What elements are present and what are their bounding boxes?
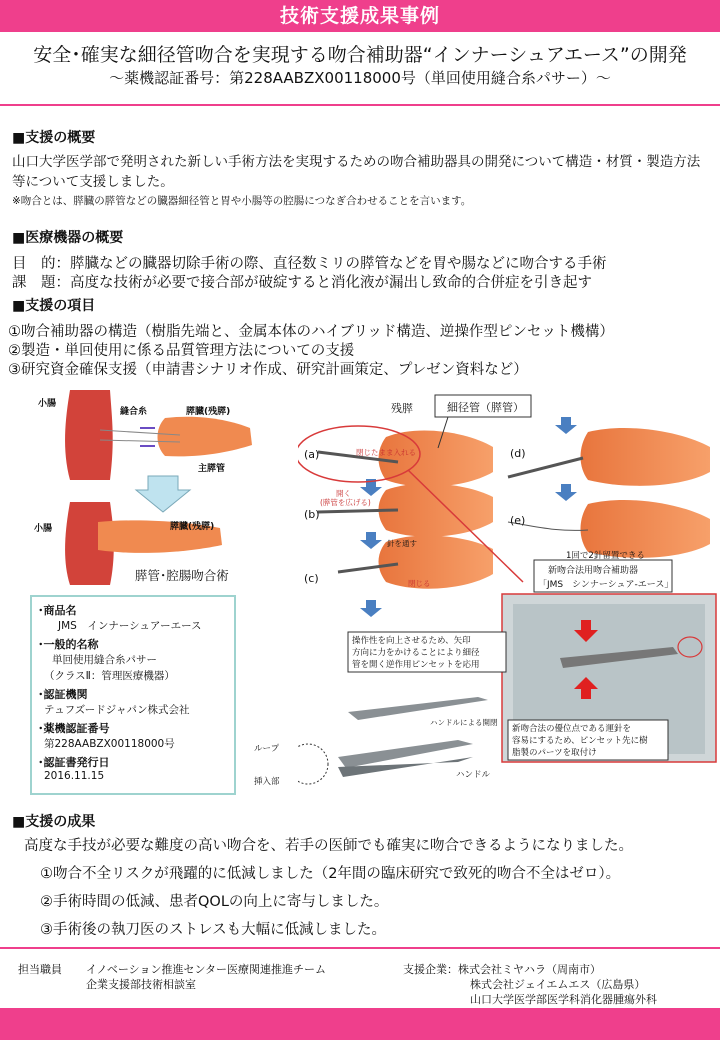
label-handle: ハンドル: [456, 770, 491, 780]
general-name-value: 単回使用縫合糸パサー: [52, 654, 157, 666]
cert-number-value: 第228AABZX00118000号: [44, 738, 175, 750]
general-name-class: （クラスⅡ：管理医療機器）: [44, 670, 175, 682]
label-remnant: 残膵: [391, 402, 413, 415]
label-open: 開く: [336, 489, 351, 498]
callout-2-line: 容易にするため、ピンセット先に樹: [512, 736, 648, 746]
results-list-item: ②手術時間の低減、患者QOLの向上に寄与しました。: [40, 894, 389, 910]
footer-bar: [0, 1008, 720, 1040]
down-arrow-icon: [360, 532, 382, 549]
footer-divider: [0, 947, 720, 949]
results-list-item: ③手術後の執刀医のストレスも大幅に低減しました。: [40, 922, 387, 938]
label-loop: ループ: [254, 744, 280, 754]
remnant-pancreas-shape: [379, 430, 494, 486]
product-name-value: JMS インナーシュアーエース: [58, 620, 202, 632]
results-list-item: ①吻合不全リスクが飛躍的に低減しました（2年間の臨床研究で致死的吻合不全はゼロ）。: [40, 866, 621, 882]
overview-heading: ■支援の概要: [12, 130, 96, 146]
items-list-item: ③研究資金確保支援（申請書シナリオ作成、研究計画策定、プレゼン資料など）: [8, 362, 528, 378]
staff-line: イノベーション推進センター医療関連推進チーム: [86, 963, 327, 976]
label-small-intestine: 小腸: [34, 524, 53, 534]
title-divider: [0, 104, 720, 106]
step-a: (a): [304, 448, 320, 461]
items-list-item: ②製造・単回使用に係る品質管理方法についての支援: [8, 343, 355, 359]
company-line: 株式会社ジェイエムエス（広島県）: [470, 978, 646, 991]
label-duct: 細径管（膵管）: [447, 401, 524, 414]
cert-body-key: ･認証機関: [38, 688, 88, 701]
label-main-duct: 主膵管: [198, 464, 226, 474]
label-new-device-1: 新吻合法用吻合補助器: [548, 566, 639, 576]
step-c: (c): [304, 572, 319, 585]
step-e: (e): [510, 514, 526, 527]
cert-date-key: ･認証書発行日: [38, 756, 110, 769]
down-arrow-icon: [555, 417, 577, 434]
device-purpose: 目 的：膵臓などの臓器切除手術の際、直径数ミリの膵管などを胃や腸などに吻合する手術: [12, 256, 607, 272]
cert-number-key: ･薬機認証番号: [38, 722, 110, 735]
label-suture: 縫合糸: [120, 407, 148, 417]
step-b: (b): [304, 508, 320, 521]
callout-2-line: 新吻合法の優位点である運針を: [512, 724, 632, 734]
general-name-key: ･一般的名称: [38, 638, 99, 651]
down-arrow-icon: [360, 600, 382, 617]
step-d: (d): [510, 447, 526, 460]
results-heading: ■支援の成果: [12, 814, 96, 830]
product-name-key: ･商品名: [38, 604, 77, 617]
device-issue: 課 題：高度な技術が必要で接合部が破綻すると消化液が漏出し致命的合併症を引き起す: [12, 275, 592, 291]
overview-note: ※吻合とは、膵臓の膵管などの臓器細径管と胃や小腸等の腔腸につなぎ合わせることを言います。: [12, 195, 472, 207]
callout-2-line: 脂製のパーツを取付け: [512, 748, 597, 758]
figure-caption: 膵管･腔腸吻合術: [135, 568, 229, 583]
label-widen: (膵管を広げる): [320, 498, 371, 507]
overview-body: 山口大学医学部で発明された新しい手術方法を実現するための吻合補助器具の開発について構造・材質・製造方法等について支援しました。: [12, 154, 701, 190]
remnant-pancreas-shape: [581, 428, 711, 486]
label-open-by-handle: ハンドルによる開閉: [430, 718, 498, 727]
results-lead: 高度な手技が必要な難度の高い吻合を、若手の医師でも確実に吻合できるようになりました。: [24, 838, 633, 854]
staff-label: 担当職員: [18, 963, 62, 976]
label-pass-needle: 針を通す: [387, 539, 417, 548]
page-title: 安全･確実な細径管吻合を実現する吻合補助器“インナーシュアエース”の開発: [33, 44, 687, 66]
anastomosis-diagram: [30, 390, 295, 590]
label-two-stitches: 1回で2針留置できる: [566, 551, 645, 561]
down-arrow-icon: [555, 484, 577, 501]
device-heading: ■医療機器の概要: [12, 230, 124, 246]
tweezers-illustration: [338, 740, 473, 768]
callout-1-line: 操作性を向上させるため、矢印: [352, 636, 471, 646]
page-subtitle: ～薬機認証番号：第228AABZX00118000号（単回使用縫合糸パサー）～: [109, 69, 611, 87]
staff-line: 企業支援部技術相談室: [86, 978, 196, 991]
small-intestine-shape: [65, 390, 113, 480]
pancreas-shape: [158, 417, 253, 457]
down-arrow-icon: [136, 476, 190, 512]
cert-body-value: テュフズードジャパン株式会社: [44, 704, 190, 716]
items-list-item: ①吻合補助器の構造（樹脂先端と、金属本体のハイブリッド構造、逆操作型ピンセット機構）: [8, 324, 614, 340]
cert-date-value: 2016.11.15: [44, 770, 105, 782]
label-closed-insert: 閉じたまま入れる: [356, 448, 416, 457]
label-pancreas: 膵臓(残膵): [170, 522, 215, 532]
label-new-device-2: 「JMS シンナーシュア-エース」: [538, 580, 674, 590]
company-label: 支援企業：株式会社ミヤハラ（周南市）: [403, 963, 601, 976]
label-close: 閉じる: [408, 579, 431, 588]
items-heading: ■支援の項目: [12, 298, 96, 314]
company-line: 山口大学医学部医学科消化器腫瘍外科: [470, 993, 657, 1006]
callout-1-line: 管を開く逆作用ピンセットを応用: [352, 660, 480, 670]
callout-1-line: 方向に力をかけることにより細径: [352, 648, 480, 658]
header-title: 技術支援成果事例: [279, 5, 440, 27]
label-insert-part: 挿入部: [254, 777, 280, 787]
label-pancreas: 膵臓(残膵): [186, 407, 231, 417]
label-small-intestine: 小腸: [38, 399, 57, 409]
